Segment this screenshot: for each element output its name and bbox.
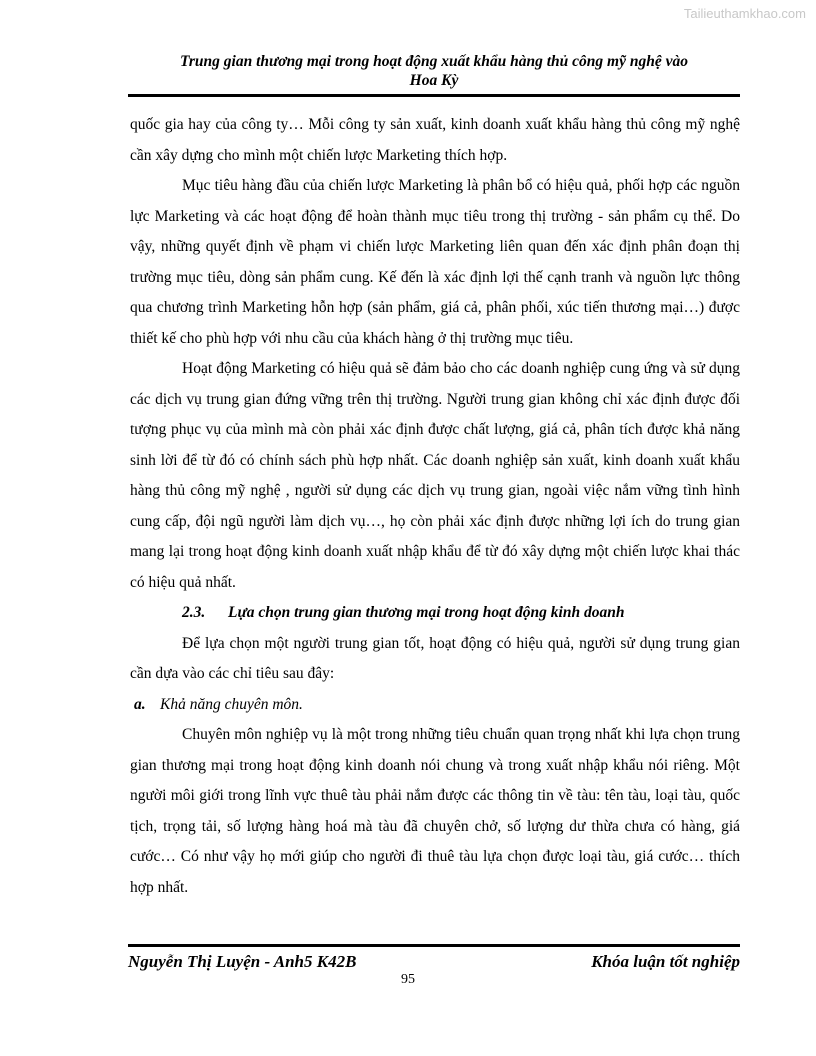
header-title-line1: Trung gian thương mại trong hoạt động xuất khẩu hàng thủ công mỹ nghệ vào	[179, 53, 688, 70]
page-header	[128, 52, 740, 90]
watermark: Tailieuthamkhao.com	[683, 6, 806, 21]
paragraph-1: quốc gia hay của công ty… Mỗi công ty sản xuất, kinh doanh xuất khẩu hàng thủ công mỹ nghệ cần xây dựng cho mình một chiến lược Marketing thích hợp.	[130, 116, 740, 164]
footer-author: Nguyễn Thị Luyện - Anh5 K42B	[128, 952, 357, 971]
section-number: 2.3.	[182, 604, 206, 621]
subheading-letter: a.	[134, 695, 146, 713]
page-number: 95	[401, 972, 415, 987]
document-body	[130, 110, 740, 903]
paragraph-3: Hoạt động Marketing có hiệu quả sẽ đảm bảo cho các doanh nghiệp cung ứng và sử dụng các dịch vụ trung gian đứng vững trên thị trường. Người trung gian không chỉ xác định được đối tượng phục vụ của mình mà còn phải xác định được chất lượng, giá cả, phân tích được khả năng sinh lời để từ đó có chính sách phù hợp nhất. Các doanh nghiệp sản xuất, kinh doanh xuất khẩu hàng thủ công mỹ nghệ , người sử dụng các dịch vụ trung gian, ngoài việc nắm vững tình hình cung cấp, đội ngũ người làm dịch vụ…, họ còn phải xác định được những lợi ích do trung gian mang lại trong hoạt động kinh doanh xuất nhập khẩu để từ đó xây dựng một chiến lược khai thác có hiệu quả nhất.	[130, 360, 740, 591]
footer-doc-type: Khóa luận tốt nghiệp	[591, 952, 740, 971]
paragraph-4: Để lựa chọn một người trung gian tốt, hoạt động có hiệu quả, người sử dụng trung gian cần dựa vào các chỉ tiêu sau đây:	[130, 634, 740, 682]
section-title: Lựa chọn trung gian thương mại trong hoạt động kinh doanh	[228, 604, 625, 621]
subheading	[130, 690, 740, 721]
paragraph-5: Chuyên môn nghiệp vụ là một trong những tiêu chuẩn quan trọng nhất khi lựa chọn trung gian thương mại trong hoạt động kinh doanh nói chung và trong xuất nhập khẩu nói riêng. Một người môi giới trong lĩnh vực thuê tàu phải nắm được các thông tin về tàu: tên tàu, loại tàu, quốc tịch, trọng tải, số lượng hàng hoá mà tàu đã chuyên chở, số lượng dư thừa chưa có hàng, giá cước… Có như vậy họ mới giúp cho người đi thuê tàu lựa chọn được loại tàu, giá cước… thích hợp nhất.	[130, 726, 740, 896]
header-divider	[128, 94, 740, 97]
page-footer	[128, 952, 740, 972]
paragraph-2: Mục tiêu hàng đầu của chiến lược Marketing là phân bổ có hiệu quả, phối hợp các nguồn lực Marketing và các hoạt động để hoàn thành mục tiêu trong thị trường - sản phẩm cụ thể. Do vậy, những quyết định về phạm vi chiến lược Marketing liên quan đến xác định phân đoạn thị trường mục tiêu, dòng sản phẩm cung. Kế đến là xác định lợi thế cạnh tranh và nguồn lực thông qua chương trình Marketing hỗn hợp (sản phẩm, giá cả, phân phối, xúc tiến thương mại…) được thiết kế cho phù hợp với nhu cầu của khách hàng ở thị trường mục tiêu.	[130, 177, 740, 347]
subheading-title: Khả năng chuyên môn.	[160, 695, 303, 713]
header-title-line2: Hoa Kỳ	[409, 72, 459, 89]
section-heading	[130, 598, 740, 629]
footer-divider	[128, 944, 740, 947]
